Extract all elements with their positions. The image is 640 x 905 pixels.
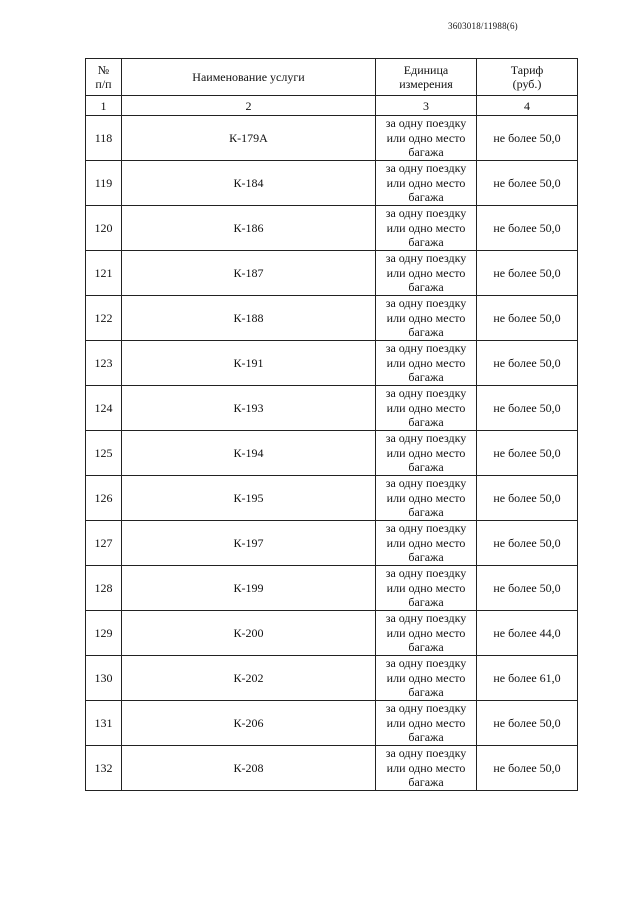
- column-number: 1: [86, 96, 122, 116]
- tariff-value: не более 50,0: [477, 206, 578, 251]
- unit-line: за одну поездку: [385, 476, 467, 491]
- row-number: 122: [86, 296, 122, 341]
- tariff-value: не более 50,0: [477, 521, 578, 566]
- row-number: 123: [86, 341, 122, 386]
- unit-line: багажа: [408, 145, 444, 160]
- tariff-value: не более 50,0: [477, 476, 578, 521]
- service-name: К-191: [122, 341, 376, 386]
- table-row: [86, 161, 578, 206]
- unit-line: багажа: [408, 685, 444, 700]
- unit-of-measure: [376, 296, 477, 341]
- header-row: [86, 59, 578, 96]
- unit-line: или одно место: [386, 760, 466, 775]
- unit-line: багажа: [408, 235, 444, 250]
- unit-line: или одно место: [386, 670, 466, 685]
- unit-line: багажа: [408, 460, 444, 475]
- header-tariff: [477, 59, 578, 96]
- unit-line: или одно место: [386, 355, 466, 370]
- tariff-value: не более 61,0: [477, 656, 578, 701]
- unit-line: за одну поездку: [385, 431, 467, 446]
- service-name: К-197: [122, 521, 376, 566]
- table-row: [86, 476, 578, 521]
- row-number: 125: [86, 431, 122, 476]
- tariff-value: не более 50,0: [477, 386, 578, 431]
- tariff-value: не более 50,0: [477, 296, 578, 341]
- table-row: [86, 746, 578, 791]
- row-number: 124: [86, 386, 122, 431]
- unit-of-measure: [376, 251, 477, 296]
- header-tariff-line1: Тариф: [510, 63, 544, 77]
- unit-line: или одно место: [386, 535, 466, 550]
- unit-of-measure: [376, 116, 477, 161]
- header-number-line2: п/п: [95, 77, 112, 91]
- service-name: К-184: [122, 161, 376, 206]
- tariff-value: не более 50,0: [477, 701, 578, 746]
- service-name: К-208: [122, 746, 376, 791]
- unit-line: или одно место: [386, 220, 466, 235]
- tariff-table: [85, 58, 578, 791]
- row-number: 121: [86, 251, 122, 296]
- row-number: 119: [86, 161, 122, 206]
- unit-line: за одну поездку: [385, 521, 467, 536]
- table-row: [86, 656, 578, 701]
- unit-line: за одну поездку: [385, 296, 467, 311]
- tariff-value: не более 50,0: [477, 251, 578, 296]
- row-number: 131: [86, 701, 122, 746]
- unit-line: или одно место: [386, 580, 466, 595]
- table-row: [86, 296, 578, 341]
- unit-line: или одно место: [386, 175, 466, 190]
- service-name: К-187: [122, 251, 376, 296]
- table-row: [86, 611, 578, 656]
- row-number: 132: [86, 746, 122, 791]
- unit-line: за одну поездку: [385, 611, 467, 626]
- document-code: 3603018/11988(6): [448, 21, 518, 31]
- tariff-value: не более 50,0: [477, 161, 578, 206]
- header-service-name: Наименование услуги: [122, 59, 376, 96]
- unit-line: багажа: [408, 505, 444, 520]
- unit-line: багажа: [408, 550, 444, 565]
- unit-of-measure: [376, 521, 477, 566]
- service-name: К-188: [122, 296, 376, 341]
- unit-of-measure: [376, 431, 477, 476]
- header-unit-line2: измерения: [399, 77, 453, 91]
- unit-line: багажа: [408, 325, 444, 340]
- unit-line: багажа: [408, 640, 444, 655]
- table-row: [86, 116, 578, 161]
- unit-of-measure: [376, 566, 477, 611]
- unit-line: за одну поездку: [385, 341, 467, 356]
- row-number: 129: [86, 611, 122, 656]
- unit-line: за одну поездку: [385, 701, 467, 716]
- table-row: [86, 431, 578, 476]
- service-name: К-194: [122, 431, 376, 476]
- unit-line: за одну поездку: [385, 566, 467, 581]
- unit-of-measure: [376, 656, 477, 701]
- service-name: К-206: [122, 701, 376, 746]
- table-row: [86, 521, 578, 566]
- column-number-row: [86, 96, 578, 116]
- row-number: 127: [86, 521, 122, 566]
- unit-line: багажа: [408, 415, 444, 430]
- row-number: 128: [86, 566, 122, 611]
- column-number: 3: [376, 96, 477, 116]
- service-name: К-202: [122, 656, 376, 701]
- header-number: [86, 59, 122, 96]
- unit-line: багажа: [408, 190, 444, 205]
- tariff-value: не более 50,0: [477, 566, 578, 611]
- unit-line: багажа: [408, 730, 444, 745]
- unit-of-measure: [376, 341, 477, 386]
- tariff-value: не более 50,0: [477, 116, 578, 161]
- unit-of-measure: [376, 206, 477, 251]
- unit-line: или одно место: [386, 625, 466, 640]
- unit-line: багажа: [408, 370, 444, 385]
- unit-line: багажа: [408, 280, 444, 295]
- unit-line: или одно место: [386, 715, 466, 730]
- unit-line: за одну поездку: [385, 161, 467, 176]
- row-number: 120: [86, 206, 122, 251]
- column-number: 2: [122, 96, 376, 116]
- table-row: [86, 566, 578, 611]
- header-unit-line1: Единица: [403, 63, 449, 77]
- unit-line: или одно место: [386, 490, 466, 505]
- service-name: К-200: [122, 611, 376, 656]
- service-name: К-195: [122, 476, 376, 521]
- table-row: [86, 341, 578, 386]
- row-number: 118: [86, 116, 122, 161]
- unit-line: или одно место: [386, 445, 466, 460]
- unit-line: багажа: [408, 595, 444, 610]
- unit-of-measure: [376, 161, 477, 206]
- unit-of-measure: [376, 746, 477, 791]
- header-number-line1: №: [97, 63, 110, 77]
- unit-line: или одно место: [386, 310, 466, 325]
- service-name: К-193: [122, 386, 376, 431]
- tariff-value: не более 50,0: [477, 746, 578, 791]
- unit-line: или одно место: [386, 400, 466, 415]
- header-unit: [376, 59, 477, 96]
- unit-of-measure: [376, 611, 477, 656]
- unit-line: или одно место: [386, 265, 466, 280]
- unit-line: за одну поездку: [385, 386, 467, 401]
- unit-line: за одну поездку: [385, 116, 467, 131]
- header-tariff-line2: (руб.): [512, 77, 542, 91]
- unit-line: или одно место: [386, 130, 466, 145]
- unit-of-measure: [376, 701, 477, 746]
- unit-line: за одну поездку: [385, 206, 467, 221]
- tariff-value: не более 50,0: [477, 431, 578, 476]
- service-name: К-186: [122, 206, 376, 251]
- unit-line: за одну поездку: [385, 746, 467, 761]
- row-number: 126: [86, 476, 122, 521]
- unit-of-measure: [376, 386, 477, 431]
- table-row: [86, 206, 578, 251]
- table-row: [86, 386, 578, 431]
- unit-of-measure: [376, 476, 477, 521]
- service-name: К-199: [122, 566, 376, 611]
- unit-line: за одну поездку: [385, 251, 467, 266]
- tariff-value: не более 50,0: [477, 341, 578, 386]
- column-number: 4: [477, 96, 578, 116]
- unit-line: за одну поездку: [385, 656, 467, 671]
- tariff-value: не более 44,0: [477, 611, 578, 656]
- service-name: К-179А: [122, 116, 376, 161]
- table-row: [86, 701, 578, 746]
- table-body: [86, 116, 578, 791]
- unit-line: багажа: [408, 775, 444, 790]
- row-number: 130: [86, 656, 122, 701]
- table-row: [86, 251, 578, 296]
